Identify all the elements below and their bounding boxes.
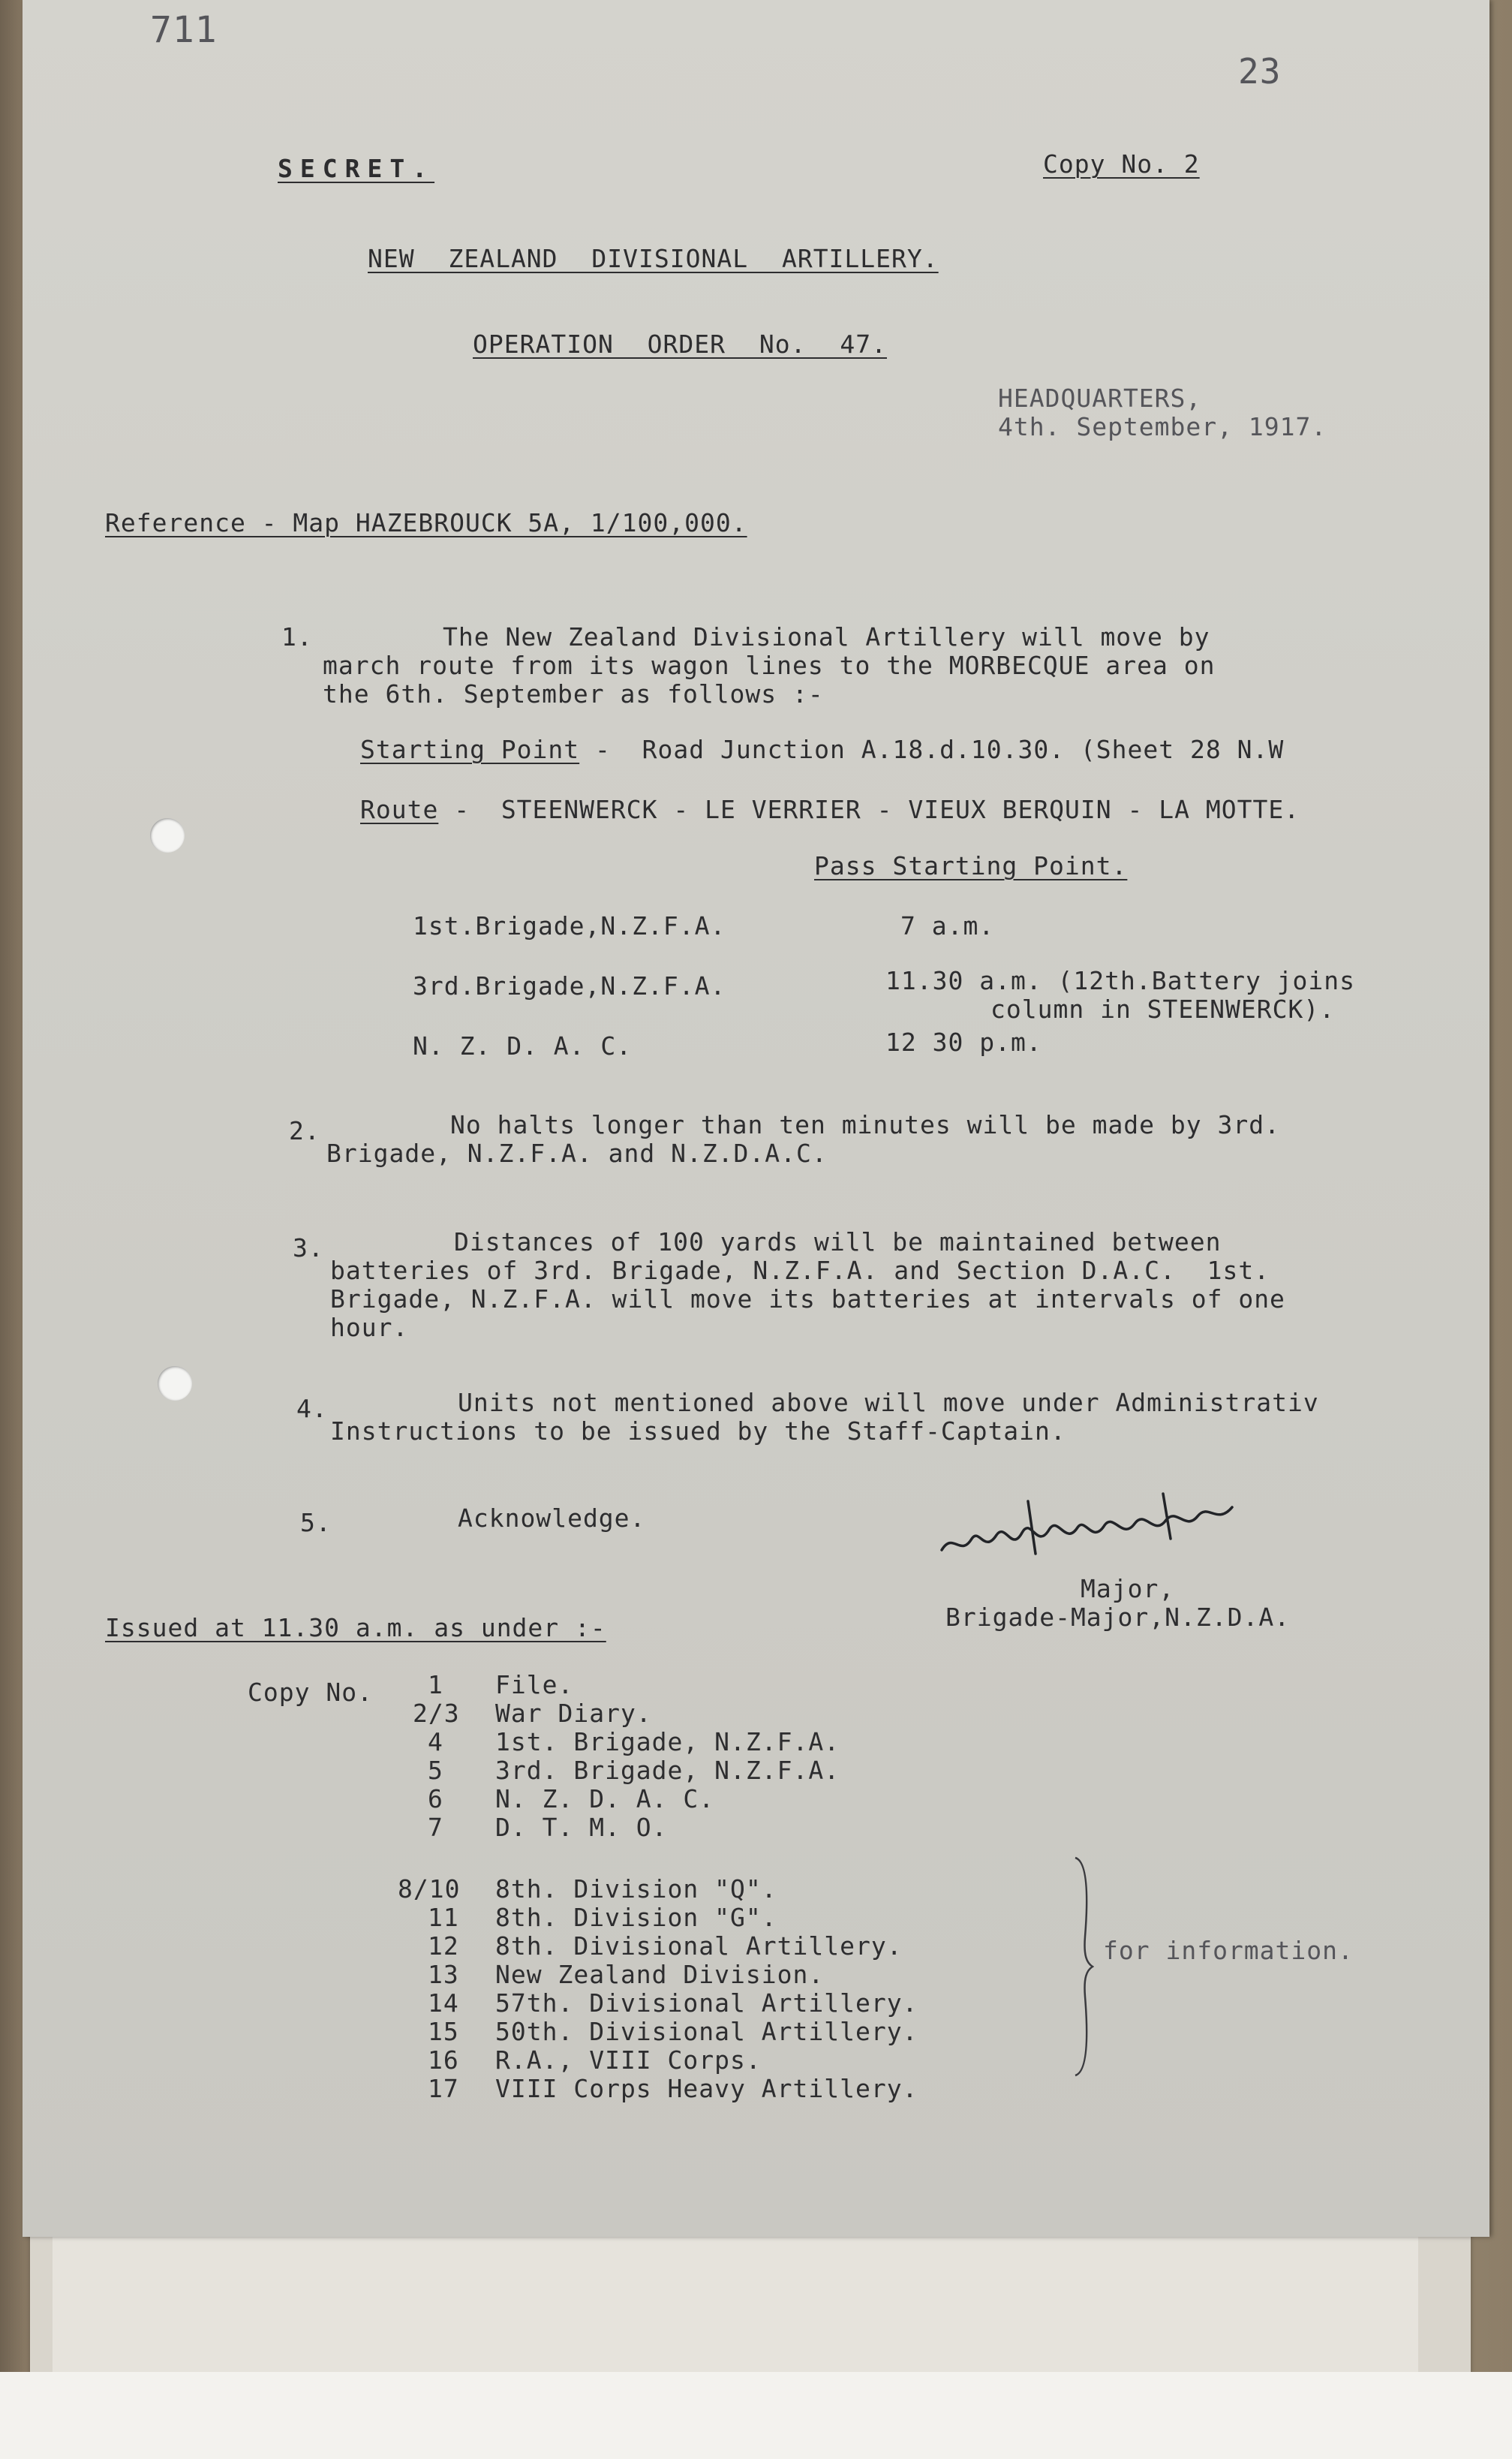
- copy-10-to: New Zealand Division.: [495, 1960, 825, 1989]
- hq-line-2: 4th. September, 1917.: [998, 412, 1327, 441]
- copy-7-no: 8/10: [398, 1874, 461, 1904]
- schedule-unit-1: 1st.Brigade,N.Z.F.A.: [413, 911, 726, 941]
- copy-9-to: 8th. Divisional Artillery.: [495, 1931, 903, 1961]
- copy-2-to: War Diary.: [495, 1699, 652, 1728]
- document-page: [23, 0, 1489, 2237]
- para-3-number: 3.: [293, 1233, 324, 1263]
- para-3-line-1: Distances of 100 yards will be maintained between: [454, 1227, 1222, 1257]
- copy-5-to: N. Z. D. A. C.: [495, 1784, 715, 1813]
- copy-8-no: 11: [428, 1903, 459, 1932]
- copy-5-no: 6: [428, 1784, 443, 1813]
- copy-4-to: 3rd. Brigade, N.Z.F.A.: [495, 1756, 840, 1785]
- hq-line-1: HEADQUARTERS,: [998, 384, 1202, 413]
- punch-hole-top: [150, 818, 185, 853]
- copy-11-to: 57th. Divisional Artillery.: [495, 1988, 918, 2018]
- para-2-line-1: No halts longer than ten minutes will be made by 3rd.: [450, 1110, 1280, 1139]
- para-1-line-2: march route from its wagon lines to the MORBECQUE area on: [323, 651, 1216, 680]
- schedule-unit-3: N. Z. D. A. C.: [413, 1031, 633, 1061]
- signatory-title: Brigade-Major,N.Z.D.A.: [945, 1603, 1291, 1632]
- punch-hole-bottom: [158, 1366, 192, 1401]
- starting-point-label: Starting Point: [360, 735, 580, 764]
- copy-4-no: 5: [428, 1756, 443, 1785]
- page-mark: 711: [150, 9, 218, 51]
- para-1-number: 1.: [281, 622, 313, 652]
- copy-12-to: 50th. Divisional Artillery.: [495, 2017, 918, 2046]
- handwritten-signature: [938, 1486, 1253, 1569]
- para-1-line-1: The New Zealand Divisional Artillery will move by: [443, 622, 1210, 652]
- schedule-time-3: 12 30 p.m.: [885, 1028, 1042, 1057]
- signatory-rank: Major,: [1081, 1574, 1175, 1603]
- bottom-white-strip: [0, 2372, 1512, 2459]
- information-brace: [1072, 1854, 1094, 2079]
- para-5-text: Acknowledge.: [458, 1503, 646, 1533]
- para-2-number: 2.: [289, 1116, 320, 1145]
- unit-heading: NEW ZEALAND DIVISIONAL ARTILLERY.: [368, 244, 939, 273]
- schedule-unit-2: 3rd.Brigade,N.Z.F.A.: [413, 971, 726, 1001]
- underlying-sheet-inner: [53, 2222, 1418, 2394]
- para-4-line-1: Units not mentioned above will move under Administrativ: [458, 1388, 1319, 1417]
- route-line: [360, 796, 1300, 824]
- for-information-note: for information.: [1103, 1936, 1354, 1965]
- copy-number: Copy No. 2: [1043, 149, 1200, 179]
- copy-14-no: 17: [428, 2074, 459, 2103]
- copy-2-no: 2/3: [413, 1699, 460, 1728]
- schedule-time-1: 7 a.m.: [900, 911, 995, 941]
- order-title: OPERATION ORDER No. 47.: [473, 330, 887, 359]
- para-1-line-3: the 6th. September as follows :-: [323, 679, 824, 709]
- starting-point-text: - Road Junction A.18.d.10.30. (Sheet 28 N.W: [579, 735, 1285, 764]
- copy-10-no: 13: [428, 1960, 459, 1989]
- para-3-line-3: Brigade, N.Z.F.A. will move its batteries at intervals of one: [330, 1284, 1285, 1314]
- copy-no-label: Copy No.: [248, 1678, 373, 1707]
- copy-9-no: 12: [428, 1931, 459, 1961]
- copy-13-no: 16: [428, 2045, 459, 2075]
- copy-12-no: 15: [428, 2017, 459, 2046]
- para-5-number: 5.: [300, 1508, 332, 1537]
- copy-7-to: 8th. Division "Q".: [495, 1874, 777, 1904]
- para-2-line-2: Brigade, N.Z.F.A. and N.Z.D.A.C.: [326, 1139, 828, 1168]
- copy-3-to: 1st. Brigade, N.Z.F.A.: [495, 1727, 840, 1756]
- schedule-note-2: column in STEENWERCK).: [990, 995, 1336, 1024]
- copy-13-to: R.A., VIII Corps.: [495, 2045, 762, 2075]
- copy-8-to: 8th. Division "G".: [495, 1903, 777, 1932]
- copy-1-to: File.: [495, 1670, 574, 1699]
- route-text: - STEENWERCK - LE VERRIER - VIEUX BERQUIN - LA MOTTE.: [438, 795, 1300, 824]
- map-reference: Reference - Map HAZEBROUCK 5A, 1/100,000.: [105, 508, 747, 537]
- issued-line: Issued at 11.30 a.m. as under :-: [105, 1613, 606, 1642]
- secret-heading: SECRET.: [278, 154, 435, 183]
- copy-14-to: VIII Corps Heavy Artillery.: [495, 2074, 918, 2103]
- folio-number: 23: [1238, 51, 1282, 92]
- route-label: Route: [360, 795, 439, 824]
- copy-6-no: 7: [428, 1813, 443, 1842]
- copy-6-to: D. T. M. O.: [495, 1813, 668, 1842]
- para-3-line-4: hour.: [330, 1313, 409, 1342]
- copy-1-no: 1: [428, 1670, 443, 1699]
- copy-3-no: 4: [428, 1727, 443, 1756]
- para-4-line-2: Instructions to be issued by the Staff-Captain.: [330, 1416, 1066, 1446]
- starting-point-line: [360, 736, 1284, 764]
- para-3-line-2: batteries of 3rd. Brigade, N.Z.F.A. and Section D.A.C. 1st.: [330, 1256, 1270, 1285]
- para-4-number: 4.: [296, 1394, 328, 1423]
- copy-11-no: 14: [428, 1988, 459, 2018]
- pass-starting-point-heading: Pass Starting Point.: [814, 851, 1128, 880]
- schedule-time-2: 11.30 a.m. (12th.Battery joins: [885, 966, 1356, 995]
